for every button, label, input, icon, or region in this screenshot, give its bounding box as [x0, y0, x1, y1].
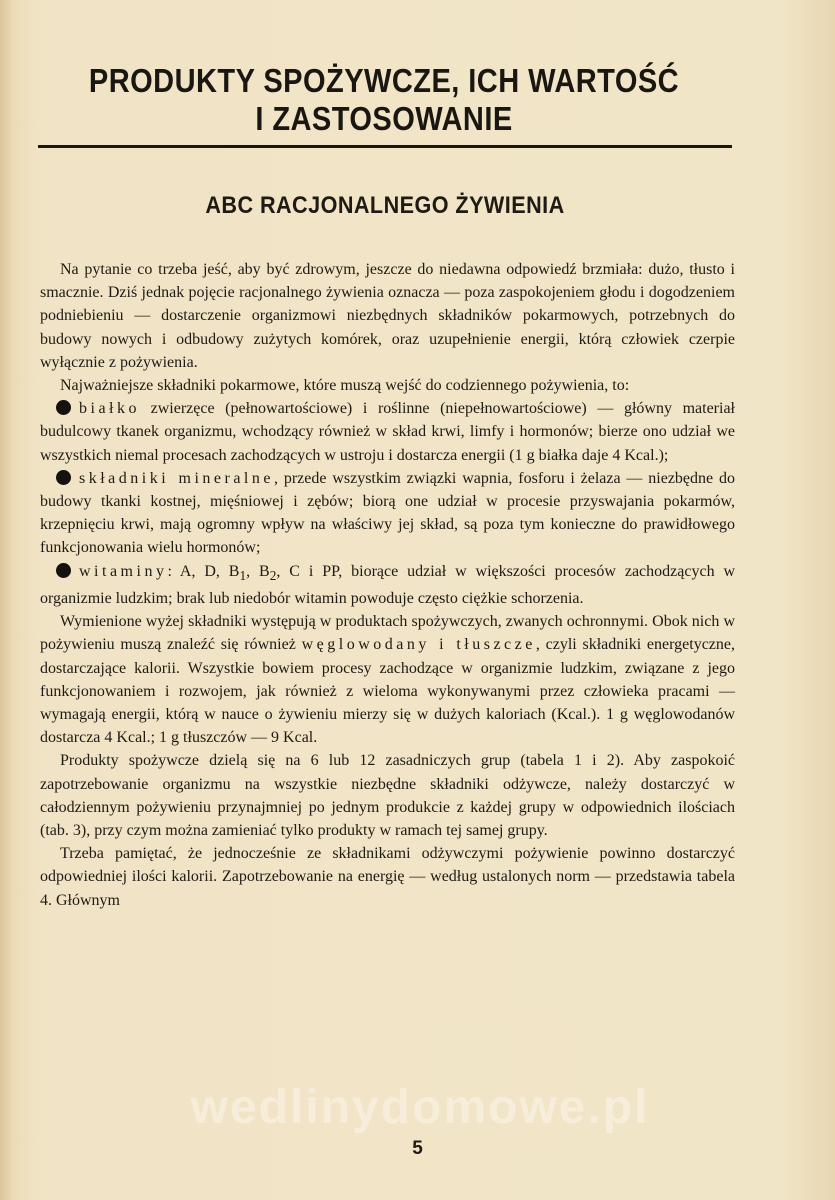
text-protein: zwierzęce (pełnowartościowe) i roślinne (niepełnowartościowe) — główny materiał budulcowy tkanek organizmu, wchodzący również w skład krwi, limfy i hormonów; bierze ono udział we wszystkich niemal procesach zachodzących w ustroju i dostarcza energii (1 g białka daje 4 Kcal.);: [40, 400, 735, 464]
list-item-minerals: [40, 467, 735, 560]
term-vitamins: witaminy: [79, 562, 168, 580]
page-title: [80, 62, 689, 138]
text-minerals: , przede wszystkim związki wapnia, fosforu i żelaza — niezbędne do budowy tkanki kostnej, mięśniowej i zębów; biorą one udział w procesie przyswajania pokarmów, krzepnięciu krwi, mają ogromny wpływ na właściwy jej skład, są poza tym konieczne do prawidłowego funkcjonowania wielu hormonów;: [40, 469, 735, 557]
text-vitamins-c: , C i PP, biorące udział w większości procesów zachodzących w organizmie ludzkim; brak lub niedobór witamin powoduje często ciężkie schorzenia.: [40, 562, 736, 608]
list-item-vitamins: [40, 560, 735, 611]
subscript-b1: 1: [239, 567, 247, 583]
text-vitamins-b: , B: [246, 562, 270, 580]
term-protein: białko: [79, 400, 140, 418]
page-title-line-2: I ZASTOSOWANIE: [255, 100, 513, 137]
paragraph-energy: [40, 610, 735, 749]
term-carbs-fats: węglowodany i tłuszcze: [301, 636, 536, 654]
list-item-protein: [40, 397, 735, 467]
paragraph-calories: Trzeba pamiętać, że jednocześnie ze składnikami odżywczymi pożywienie powinno dostarczyć odpowiedniej ilości kalorii. Zapotrzebowanie na energię — według ustalonych norm — przedstawia tabela 4. Głównym: [40, 845, 735, 909]
article-body: [40, 258, 735, 912]
subscript-b2: 2: [269, 567, 277, 583]
page-title-line-1: PRODUKTY SPOŻYWCZE, ICH WARTOŚĆ: [88, 62, 680, 99]
paragraph-groups: Produkty spożywcze dzielą się na 6 lub 12 zasadniczych grup (tabela 1 i 2). Aby zaspokoić zapotrzebowanie organizmu na wszystkie niezbędne składniki odżywcze, należy dostarczyć w całodziennym pożywieniu przynajmniej po jednym produkcie z każdej grupy w odpowiednich ilościach (tab. 3), przy czym można zamieniać tylko produkty w ramach tej samej grupy.: [40, 752, 735, 840]
bullet-icon: [56, 400, 71, 415]
bullet-icon: [56, 470, 71, 485]
text-energy-a: Wymienione wyżej składniki występują w produktach spożywczych, zwanych ochronnymi. Obok nich w pożywieniu muszą znaleźć się również: [40, 613, 735, 654]
watermark: wedlinydomowe.pl: [190, 1081, 650, 1134]
text-energy-b: , czyli składniki energetyczne, dostarczające kalorii. Wszystkie bowiem procesy zachodzące w organizmie ludzkim, związane z jego funkcjonowaniem i rozwojem, jak również z wieloma wykonywanymi przez człowieka pracami — wymagają energii, którą w nauce o żywieniu mierzy się w dużych kaloriach (Kcal.). 1 g węglowodanów dostarcza 4 Kcal.; 1 g tłuszczów — 9 Kcal.: [40, 636, 735, 747]
page-number: 5: [412, 1138, 423, 1159]
term-minerals: składniki mineralne: [79, 469, 274, 487]
paragraph-intro: Na pytanie co trzeba jeść, aby być zdrowym, jeszcze do niedawna odpowiedź brzmiała: dużo, tłusto i smacznie. Dziś jednak pojęcie racjonalnego żywienia oznacza — poza zaspokojeniem głodu i dogodzeniem podniebieniu — dostarczenie organizmowi niezbędnych składników pokarmowych, potrzebnych do budowy nowych i odbudowy zużytych komórek, oraz uzupełnienie energii, którą człowiek czerpie wyłącznie z pożywienia.: [40, 261, 735, 371]
text-vitamins-a: : A, D, B: [167, 562, 240, 580]
title-divider: [38, 145, 732, 148]
section-heading: ABC RACJONALNEGO ŻYWIENIA: [205, 192, 565, 219]
bullet-icon: [56, 563, 71, 578]
paragraph-nutrients-lead: Najważniejsze składniki pokarmowe, które muszą wejść do codziennego pożywienia, to:: [60, 377, 630, 395]
